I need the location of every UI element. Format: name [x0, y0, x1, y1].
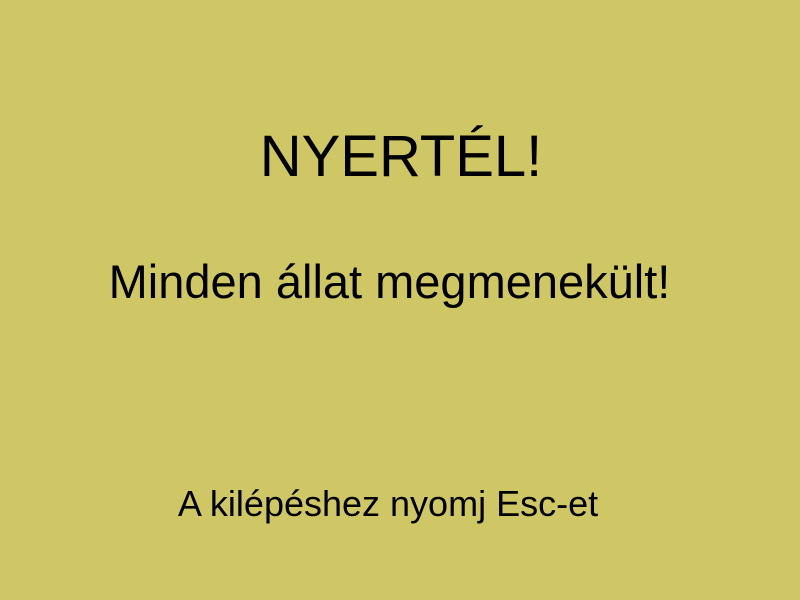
win-message: Minden állat megmenekült! — [108, 255, 671, 308]
win-title: NYERTÉL! — [259, 124, 543, 189]
exit-hint: A kilépéshez nyomj Esc-et — [177, 483, 599, 524]
